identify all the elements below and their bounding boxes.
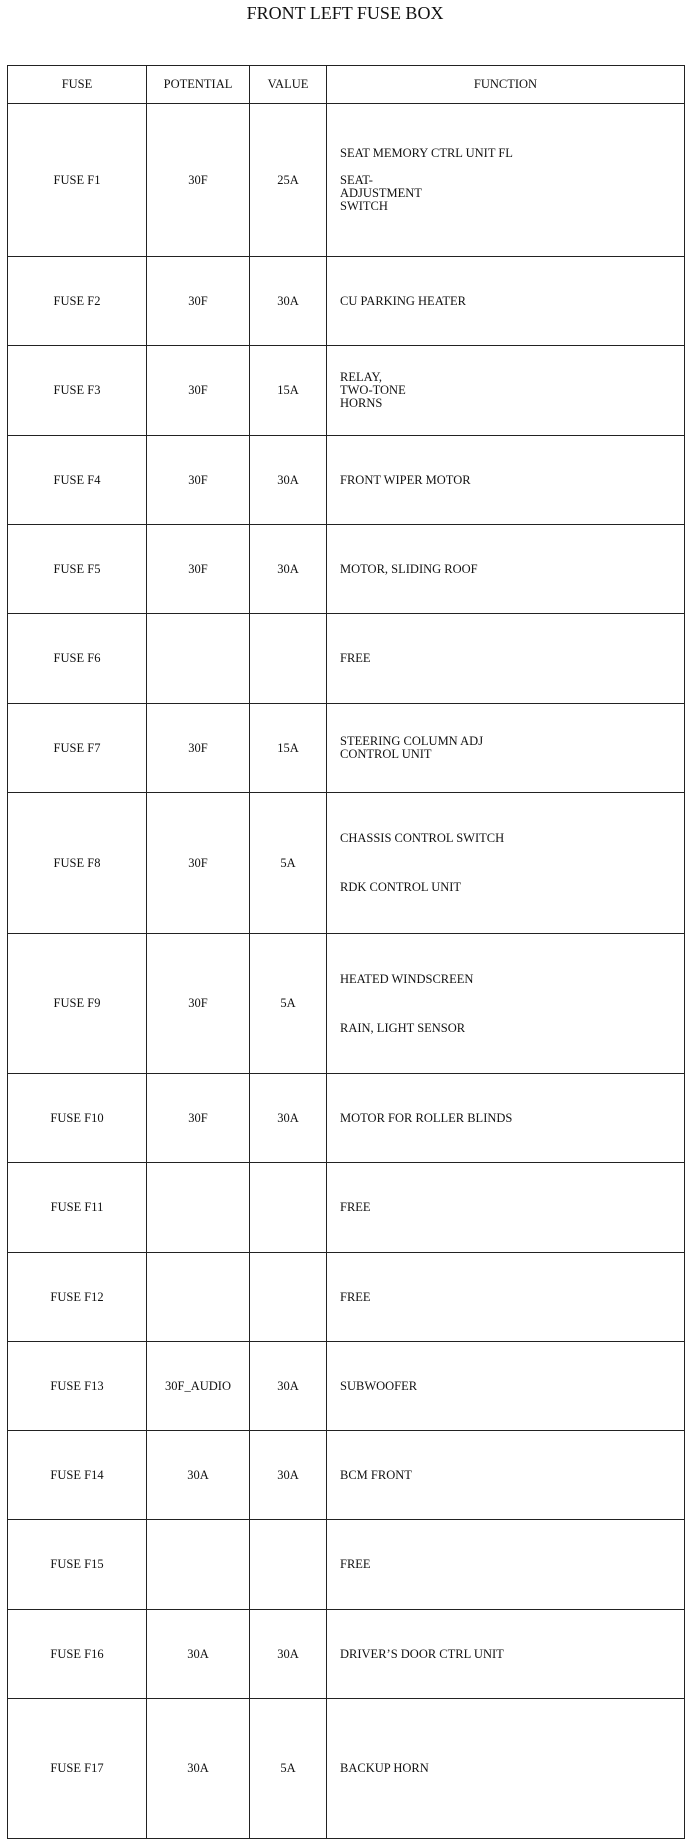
- potential-cell: 30F: [147, 525, 250, 614]
- header-potential: POTENTIAL: [147, 66, 250, 104]
- table-row: [8, 346, 685, 436]
- fuse-cell: FUSE F2: [8, 257, 147, 346]
- function-line: FRONT WIPER MOTOR: [340, 472, 471, 487]
- fuse-cell: FUSE F3: [8, 346, 147, 436]
- function-cell: [327, 1342, 685, 1431]
- value-cell: 30A: [250, 436, 327, 525]
- fuse-cell: FUSE F14: [8, 1431, 147, 1520]
- table-row: [8, 104, 685, 257]
- function-cell: [327, 1610, 685, 1699]
- function-cell: [327, 1699, 685, 1839]
- table-row: [8, 1253, 685, 1342]
- value-cell: 25A: [250, 104, 327, 257]
- function-cell: [327, 1520, 685, 1610]
- value-cell: 30A: [250, 525, 327, 614]
- value-cell: 30A: [250, 1342, 327, 1431]
- function-line: CHASSIS CONTROL SWITCH: [340, 831, 505, 845]
- potential-cell: 30F: [147, 257, 250, 346]
- fuse-cell: FUSE F7: [8, 704, 147, 793]
- value-cell: [250, 614, 327, 704]
- potential-cell: 30F: [147, 704, 250, 793]
- table-row: [8, 1610, 685, 1699]
- function-line: FREE: [340, 1557, 371, 1571]
- function-line: SEAT- ADJUSTMENT SWITCH: [340, 173, 422, 213]
- value-cell: 5A: [250, 934, 327, 1074]
- function-line: CU PARKING HEATER: [340, 293, 466, 308]
- function-line: MOTOR FOR ROLLER BLINDS: [340, 1110, 513, 1125]
- fuse-table: [7, 65, 685, 1839]
- table-row: [8, 793, 685, 934]
- function-cell: [327, 934, 685, 1074]
- value-cell: 5A: [250, 793, 327, 934]
- potential-cell: [147, 614, 250, 704]
- table-row: [8, 1520, 685, 1610]
- function-cell: [327, 525, 685, 614]
- function-line: SEAT MEMORY CTRL UNIT FL: [340, 146, 513, 160]
- fuse-cell: FUSE F10: [8, 1074, 147, 1163]
- table-row: [8, 1163, 685, 1253]
- function-cell: [327, 1253, 685, 1342]
- page-title: FRONT LEFT FUSE BOX: [246, 3, 444, 23]
- fuse-cell: FUSE F9: [8, 934, 147, 1074]
- value-cell: 5A: [250, 1699, 327, 1839]
- function-cell: [327, 257, 685, 346]
- function-cell: [327, 1431, 685, 1520]
- value-cell: 15A: [250, 346, 327, 436]
- table-row: [8, 1699, 685, 1839]
- table-row: [8, 257, 685, 346]
- line-gap: [340, 160, 684, 174]
- table-row: [8, 1342, 685, 1431]
- function-cell: [327, 436, 685, 525]
- function-cell: [327, 793, 685, 934]
- table-row: [8, 1074, 685, 1163]
- function-cell: [327, 704, 685, 793]
- potential-cell: 30F: [147, 1074, 250, 1163]
- function-line: HEATED WINDSCREEN: [340, 971, 474, 986]
- fuse-cell: FUSE F16: [8, 1610, 147, 1699]
- value-cell: [250, 1163, 327, 1253]
- function-line: DRIVER’S DOOR CTRL UNIT: [340, 1646, 504, 1661]
- potential-cell: 30F: [147, 104, 250, 257]
- function-cell: [327, 346, 685, 436]
- line-gap: [340, 845, 684, 881]
- function-line: SUBWOOFER: [340, 1378, 418, 1393]
- function-line: RDK CONTROL UNIT: [340, 880, 462, 894]
- potential-cell: 30A: [147, 1610, 250, 1699]
- potential-cell: 30F_AUDIO: [147, 1342, 250, 1431]
- table-row: [8, 525, 685, 614]
- function-line: BCM FRONT: [340, 1467, 412, 1482]
- function-line: STEERING COLUMN ADJ CONTROL UNIT: [340, 734, 484, 761]
- potential-cell: 30F: [147, 436, 250, 525]
- value-cell: 30A: [250, 1074, 327, 1163]
- table-row: [8, 614, 685, 704]
- value-cell: 30A: [250, 1431, 327, 1520]
- fuse-cell: FUSE F15: [8, 1520, 147, 1610]
- fuse-cell: FUSE F13: [8, 1342, 147, 1431]
- function-cell: [327, 104, 685, 257]
- table-row: [8, 436, 685, 525]
- fuse-cell: FUSE F12: [8, 1253, 147, 1342]
- header-function: FUNCTION: [327, 66, 685, 104]
- table-row: [8, 934, 685, 1074]
- function-line: RELAY, TWO-TONE HORNS: [340, 370, 406, 410]
- table-row: [8, 704, 685, 793]
- table-header-row: [8, 66, 685, 104]
- potential-cell: [147, 1520, 250, 1610]
- potential-cell: 30A: [147, 1699, 250, 1839]
- function-cell: [327, 1163, 685, 1253]
- fuse-cell: FUSE F11: [8, 1163, 147, 1253]
- function-line: MOTOR, SLIDING ROOF: [340, 561, 478, 576]
- function-cell: [327, 1074, 685, 1163]
- fuse-cell: FUSE F8: [8, 793, 147, 934]
- function-line: FREE: [340, 1289, 371, 1304]
- line-gap: [340, 986, 684, 1022]
- value-cell: 15A: [250, 704, 327, 793]
- potential-cell: 30F: [147, 793, 250, 934]
- value-cell: 30A: [250, 257, 327, 346]
- value-cell: [250, 1253, 327, 1342]
- function-line: BACKUP HORN: [340, 1761, 429, 1775]
- fuse-cell: FUSE F1: [8, 104, 147, 257]
- function-line: FREE: [340, 651, 371, 665]
- value-cell: 30A: [250, 1610, 327, 1699]
- potential-cell: 30F: [147, 346, 250, 436]
- header-value: VALUE: [250, 66, 327, 104]
- potential-cell: [147, 1163, 250, 1253]
- fuse-cell: FUSE F6: [8, 614, 147, 704]
- value-cell: [250, 1520, 327, 1610]
- function-line: RAIN, LIGHT SENSOR: [340, 1020, 466, 1035]
- fuse-table-body: [8, 104, 685, 1839]
- potential-cell: [147, 1253, 250, 1342]
- potential-cell: 30F: [147, 934, 250, 1074]
- header-fuse: FUSE: [8, 66, 147, 104]
- fuse-cell: FUSE F5: [8, 525, 147, 614]
- potential-cell: 30A: [147, 1431, 250, 1520]
- function-line: FREE: [340, 1200, 371, 1214]
- fuse-cell: FUSE F4: [8, 436, 147, 525]
- function-cell: [327, 614, 685, 704]
- table-row: [8, 1431, 685, 1520]
- fuse-cell: FUSE F17: [8, 1699, 147, 1839]
